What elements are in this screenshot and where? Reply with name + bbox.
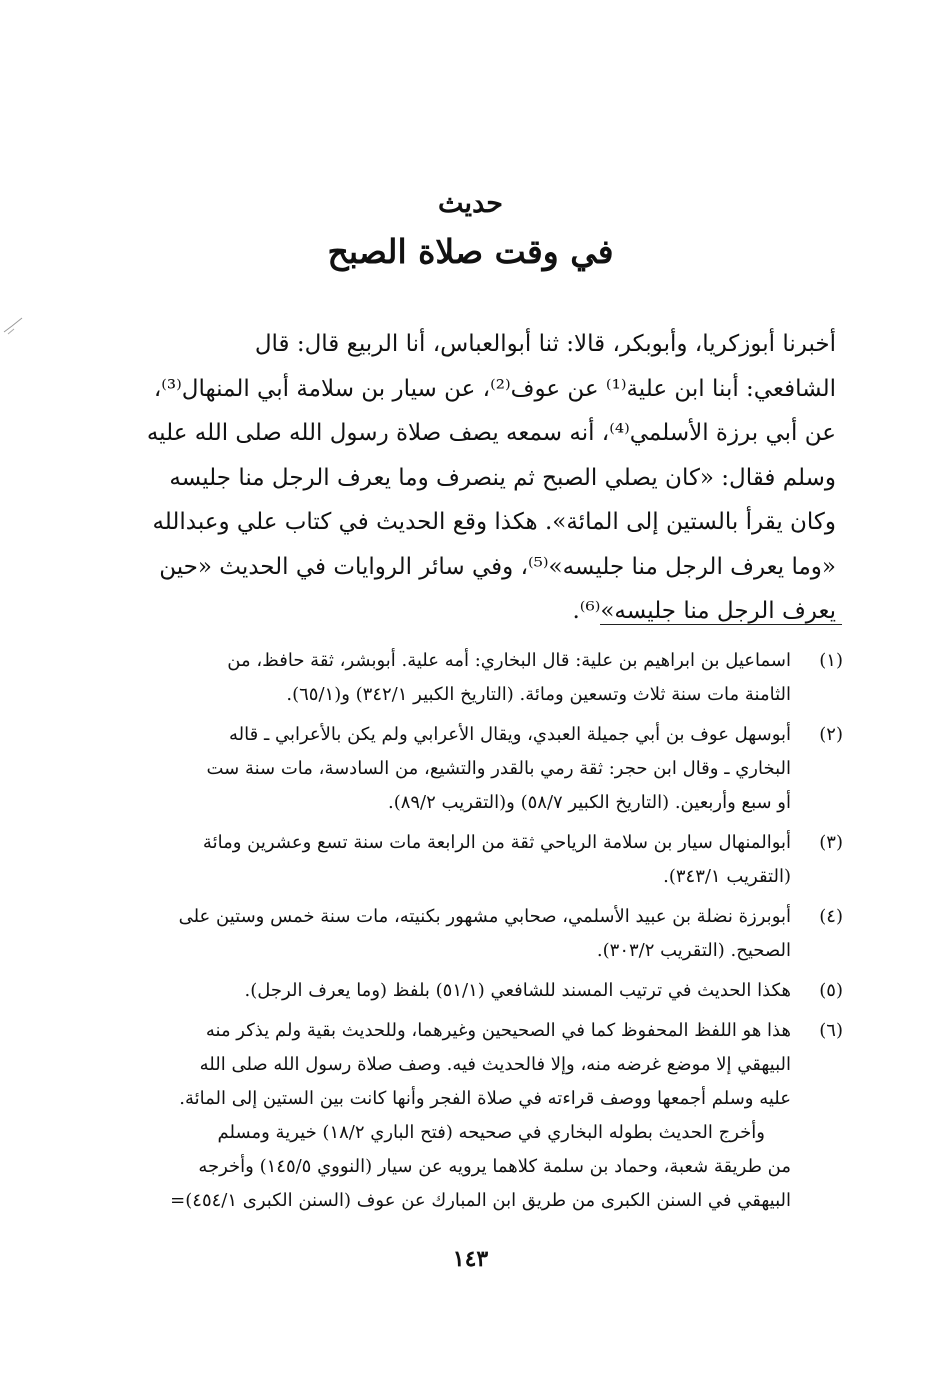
text-line: وكان يقرأ بالستين إلى المائة». هكذا وقع الحديث في كتاب علي وعبدالله xyxy=(152,509,836,535)
footnote-2 xyxy=(138,718,843,820)
footnote-separator xyxy=(600,624,842,625)
footnote-3 xyxy=(138,826,843,894)
footnote-number: (٤) xyxy=(819,906,843,927)
footnote-line: أو سبع وأربعين. (التاريخ الكبير ٥٨/٧) و(التقريب ٨٩/٢). xyxy=(387,792,791,813)
text-line: وسلم فقال: «كان يصلي الصبح ثم ينصرف وما يعرف الرجل منا جليسه xyxy=(169,464,836,491)
footnote-5 xyxy=(138,974,843,1008)
footnote-line: اسماعيل بن ابراهيم بن علية: قال البخاري: أمه علية. أبوبشر، ثقة حافظ، من xyxy=(227,650,791,671)
footnotes xyxy=(138,644,843,1224)
footnote-line: البيهقي إلا موضع غرضه منه، وإلا فالحديث فيه. وصف صلاة رسول الله صلى الله xyxy=(199,1054,791,1075)
text-line: الشافعي: أبنا ابن علية⁽¹⁾ عن عوف⁽²⁾، عن سيار بن سلامة أبي المنهال⁽³⁾، xyxy=(153,375,836,402)
footnote-number: (٦) xyxy=(819,1020,843,1041)
footnote-6 xyxy=(138,1014,843,1218)
text-line: «وما يعرف الرجل منا جليسه»⁽⁵⁾، وفي سائر الروايات في الحديث «حين xyxy=(159,553,836,580)
footnote-line: أبوالمنهال سيار بن سلامة الرياحي ثقة من الرابعة مات سنة تسع وعشرين ومائة xyxy=(202,832,791,853)
footnote-line: هكذا الحديث في ترتيب المسند للشافعي (٥١/١) بلفظ (وما يعرف الرجل). xyxy=(244,980,791,1001)
footnote-line: الصحيح. (التقريب ٣٠٣/٢). xyxy=(596,940,791,961)
footnote-number: (٢) xyxy=(819,724,843,745)
footnote-number: (٥) xyxy=(819,980,843,1001)
footnote-line: أبوبرزة نضلة بن عبيد الأسلمي، صحابي مشهور بكنيته، مات سنة خمس وستين على xyxy=(178,906,791,927)
page-number: ١٤٣ xyxy=(452,1246,489,1272)
text-line: أخبرنا أبوزكريا، وأبوبكر، قالا: ثنا أبوالعباس، أنا الربيع قال: قال xyxy=(254,331,836,357)
page-title: حديث xyxy=(438,188,503,219)
footnote-line: عليه وسلم أجمعها ووصف قراءته في صلاة الفجر وأنها كانت بين الستين إلى المائة. xyxy=(179,1088,791,1109)
footnote-line: من طريقة شعبة، وحماد بن سلمة كلاهما يرويه عن سيار (النووي ١٤٥/٥) وأخرجه xyxy=(198,1156,791,1177)
page-subtitle: في وقت صلاة الصبح xyxy=(327,232,614,271)
text-line: عن أبي برزة الأسلمي⁽⁴⁾، أنه سمعه يصف صلاة رسول الله صلى الله عليه xyxy=(146,420,836,446)
footnote-4 xyxy=(138,900,843,968)
footnote-number: (١) xyxy=(819,650,843,671)
footnote-1 xyxy=(138,644,843,712)
footnote-number: (٣) xyxy=(819,832,843,853)
margin-pen-mark xyxy=(2,312,28,336)
footnote-line: وأخرج الحديث بطوله البخاري في صحيحه (فتح الباري ١٨/٢) خيرية ومسلم xyxy=(217,1122,765,1143)
footnote-line: هذا هو اللفظ المحفوظ كما في الصحيحين وغيرهما، وللحديث بقية ولم يذكر منه xyxy=(205,1020,791,1041)
footnote-line: البخاري ـ وقال ابن حجر: ثقة رمي بالقدر والتشيع، من السادسة، مات سنة ست xyxy=(206,758,791,779)
footnote-line: (التقريب ٣٤٣/١). xyxy=(663,866,791,887)
footnote-line: الثامنة مات سنة ثلاث وتسعين ومائة. (التاريخ الكبير ٣٤٢/١) و(٦٥/١). xyxy=(286,684,791,705)
text-line: يعرف الرجل منا جليسه»⁽⁶⁾. xyxy=(572,598,836,624)
footnote-line: البيهقي في السنن الكبرى من طريق ابن المبارك عن عوف (السنن الكبرى ٤٥٤/١)= xyxy=(170,1190,791,1211)
main-text xyxy=(138,322,836,634)
footnote-line: أبوسهل عوف بن أبي جميلة العبدي، ويقال الأعرابي ولم يكن بالأعرابي ـ قاله xyxy=(229,724,791,745)
